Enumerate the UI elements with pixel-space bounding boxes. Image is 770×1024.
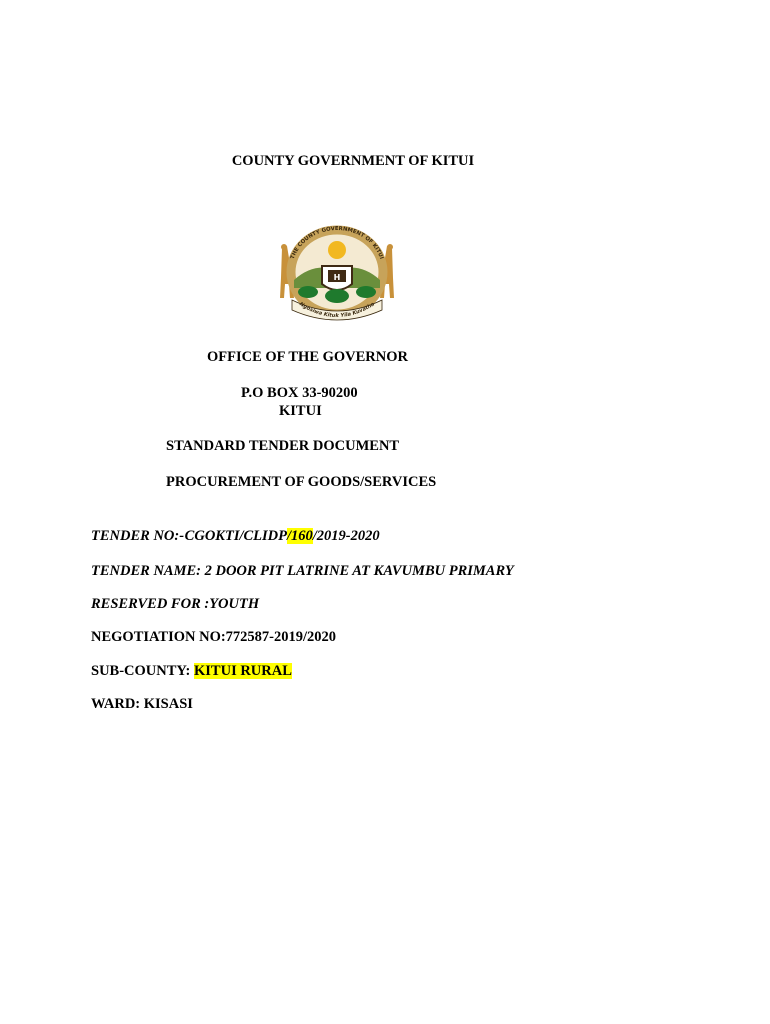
county-emblem	[274, 218, 400, 330]
tender-number-suffix: /2019-2020	[312, 528, 380, 544]
document-purpose: PROCUREMENT OF GOODS/SERVICES	[166, 474, 437, 490]
tender-number-prefix: CGOKTI/CLIDP	[184, 528, 287, 544]
sun-icon	[328, 241, 346, 259]
sub-county-label: SUB-COUNTY:	[91, 663, 191, 679]
svg-text:H: H	[333, 273, 341, 282]
negotiation-number: NEGOTIATION NO:772587-2019/2020	[91, 629, 337, 645]
document-type: STANDARD TENDER DOCUMENT	[166, 438, 400, 454]
town: KITUI	[279, 403, 322, 419]
svg-text:THE COUNTY GOVERNMENT OF KITUI: THE COUNTY GOVERNMENT OF KITUI	[289, 225, 385, 261]
svg-text:Ngosiwa Kituk Yila Kuvatha: Ngosiwa Kituk Yila Kuvatha	[298, 301, 376, 320]
sub-county-value: KITUI RURAL	[194, 663, 292, 679]
tender-name: TENDER NAME: 2 DOOR PIT LATRINE AT KAVUMBU PRIMARY	[91, 563, 514, 579]
county-title: COUNTY GOVERNMENT OF KITUI	[231, 153, 475, 169]
ward: WARD: KISASI	[91, 696, 193, 712]
office-title: OFFICE OF THE GOVERNOR	[207, 349, 409, 365]
reserved-for: RESERVED FOR :YOUTH	[91, 596, 260, 612]
po-box: P.O BOX 33-90200	[241, 385, 358, 401]
tender-number-label: TENDER NO:-	[91, 528, 185, 544]
tender-number-highlight: /160	[287, 528, 313, 544]
tender-number	[91, 527, 380, 545]
sub-county	[91, 662, 292, 680]
shield-icon	[322, 266, 352, 290]
